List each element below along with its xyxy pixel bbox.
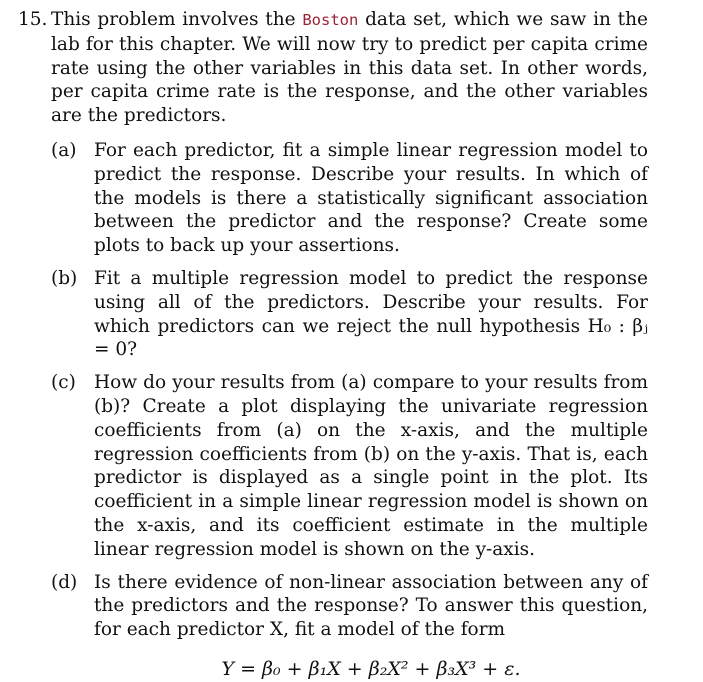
exercise-15 — [18, 8, 650, 682]
exercise-number: 15. — [18, 9, 48, 30]
part-d — [51, 571, 648, 642]
dataset-name: Boston — [302, 11, 359, 29]
part-c — [51, 371, 648, 561]
part-a-text: For each predictor, fit a simple linear regression model to predict the response. Describe your results. In which of the models is there a statistically significant association between the predictor and the response? Create some plots to back up your assertions. — [94, 139, 648, 257]
intro-text-before: This problem involves the — [51, 9, 303, 30]
part-c-label: (c) — [51, 372, 76, 394]
exercise-intro — [51, 8, 648, 128]
part-d-label: (d) — [51, 571, 78, 593]
part-d-text: Is there evidence of non-linear association between any of the predictors and the response? To answer this question, for each predictor X, fit a model of the form — [94, 571, 648, 641]
part-b-text: Fit a multiple regression model to predict the response using all of the predictors. Describe your results. For which predictors can we reject the null hypothesis H₀ : βⱼ = 0? — [94, 267, 648, 361]
part-b — [51, 267, 648, 362]
part-a-label: (a) — [51, 139, 77, 161]
part-a — [51, 139, 648, 258]
part-c-text: How do your results from (a) compare to your results from (b)? Create a plot displaying the univariate regression coefficients from (a) on the x-axis, and the multiple regression coefficients from (b) on the y-axis. That is, each predictor is displayed as a single point in the plot. Its coefficient in a simple linear regression model is shown on the x-axis, and its coefficient estimate in the multiple linear regression model is shown on the y-axis. — [94, 372, 648, 560]
cubic-model-equation: Y = β₀ + β₁X + β₂X² + β₃X³ + ε. — [221, 657, 521, 680]
part-b-label: (b) — [51, 267, 78, 289]
intro-text-after: data set, which we saw in the lab for this chapter. We will now try to predict per capita crime rate using the other variables in this data set. In other words, per capita crime rate is the response, and the other variables are the predictors. — [51, 9, 648, 127]
